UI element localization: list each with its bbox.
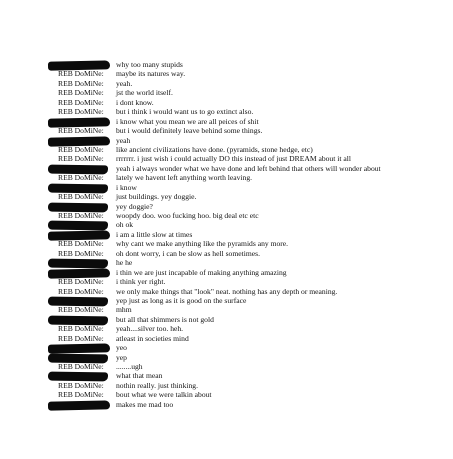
speaker-name: REB DoMiNe: — [58, 324, 104, 334]
chat-line — [0, 173, 453, 182]
speaker-name: REB DoMiNe: — [58, 144, 104, 154]
speaker-name: REB DoMiNe: — [58, 305, 104, 315]
chat-line — [0, 381, 453, 390]
speaker-name: REB DoMiNe: — [58, 107, 104, 117]
speaker-name: REB DoMiNe: — [58, 97, 104, 107]
chat-line — [0, 60, 453, 69]
chat-message: yep — [116, 352, 127, 362]
chat-message: what that mean — [116, 371, 163, 381]
chat-message: nothin really. just thinking. — [116, 380, 198, 390]
chat-message: rrrrrrr. i just wish i could actually DO this instead of just DREAM about it all — [116, 154, 351, 164]
speaker-name: REB DoMiNe: — [58, 239, 104, 249]
chat-line — [0, 239, 453, 248]
speaker-name: REB DoMiNe: — [58, 69, 104, 79]
chat-message: yeah....silver too. heh. — [116, 324, 184, 334]
chat-message: jst the world itself. — [116, 88, 173, 98]
chat-line — [0, 192, 453, 201]
chat-line — [0, 220, 453, 229]
chat-message: we only make things that "look" neat. nothing has any depth or meaning. — [116, 286, 338, 296]
chat-message: i think yer right. — [116, 277, 166, 287]
chat-line — [0, 183, 453, 192]
speaker-name: REB DoMiNe: — [58, 248, 104, 258]
chat-message: yey doggie? — [116, 201, 153, 211]
chat-line — [0, 334, 453, 343]
speaker-name: REB DoMiNe: — [58, 192, 104, 202]
chat-message: yeah. — [116, 78, 133, 88]
chat-line — [0, 117, 453, 126]
chat-line — [0, 211, 453, 220]
chat-message: i am a little slow at times — [116, 229, 193, 239]
chat-message: why too many stupids — [116, 60, 183, 69]
chat-line — [0, 277, 453, 286]
speaker-name: REB DoMiNe: — [58, 277, 104, 287]
chat-line — [0, 249, 453, 258]
chat-line — [0, 390, 453, 399]
chat-line — [0, 79, 453, 88]
chat-line — [0, 230, 453, 239]
speaker-name: REB DoMiNe: — [58, 126, 104, 136]
chat-line — [0, 202, 453, 211]
speaker-name: REB DoMiNe: — [58, 88, 104, 98]
chat-line — [0, 126, 453, 135]
chat-message: why cant we make anything like the pyramids any more. — [116, 239, 289, 249]
speaker-name: REB DoMiNe: — [58, 390, 104, 400]
speaker-name: REB DoMiNe: — [58, 154, 104, 164]
chat-message: maybe its natures way. — [116, 69, 186, 79]
chat-line — [0, 69, 453, 78]
chat-message: but i think i would want us to go extinct also. — [116, 107, 254, 117]
chat-line — [0, 154, 453, 163]
speaker-name: REB DoMiNe: — [58, 78, 104, 88]
speaker-name: REB DoMiNe: — [58, 286, 104, 296]
chat-message: i dont know. — [116, 97, 154, 107]
chat-line — [0, 315, 453, 324]
chat-message: ........ugh — [116, 362, 143, 371]
chat-message: just buildings. yey doggie. — [116, 192, 197, 202]
chat-line — [0, 287, 453, 296]
speaker-name: REB DoMiNe: — [58, 173, 104, 183]
chat-line — [0, 258, 453, 267]
chat-line — [0, 136, 453, 145]
chat-line — [0, 343, 453, 352]
chat-line — [0, 164, 453, 173]
chat-line — [0, 353, 453, 362]
chat-message: i know what you mean we are all peices of shit — [116, 116, 259, 126]
chat-line — [0, 107, 453, 116]
chat-log — [0, 60, 453, 409]
chat-line — [0, 362, 453, 371]
speaker-name: REB DoMiNe: — [58, 211, 104, 220]
chat-line — [0, 305, 453, 314]
chat-message: bout what we were talkin about — [116, 390, 212, 400]
chat-line — [0, 145, 453, 154]
chat-line — [0, 88, 453, 97]
chat-message: makes me mad too — [116, 399, 174, 409]
speaker-name: REB DoMiNe: — [58, 380, 104, 390]
speaker-name: REB DoMiNe: — [58, 362, 104, 371]
chat-line — [0, 98, 453, 107]
chat-line — [0, 400, 453, 409]
chat-message: yeo — [116, 343, 127, 353]
chat-message: oh dont worry, i can be slow as hell sometimes. — [116, 248, 260, 258]
chat-message: yeah i always wonder what we have done and left behind that others will wonder about — [116, 163, 381, 173]
chat-message: but all that shimmers is not gold — [116, 314, 214, 324]
chat-line — [0, 268, 453, 277]
chat-message: yep just as long as it is good on the surface — [116, 295, 247, 305]
chat-message: i thin we are just incapable of making anything amazing — [116, 267, 287, 277]
chat-message: but i would definitely leave behind some things. — [116, 126, 263, 136]
chat-message: woopdy doo. woo fucking hoo. big deal etc etc — [116, 211, 259, 220]
chat-line — [0, 371, 453, 380]
chat-line — [0, 324, 453, 333]
redacted-speaker-bar — [48, 400, 110, 410]
chat-message: like ancient civilizations have done. (pyramids, stone hedge, etc) — [116, 144, 313, 154]
chat-message: lately we havent left anything worth leaving. — [116, 173, 253, 183]
chat-message: oh ok — [116, 220, 134, 230]
chat-message: i know — [116, 182, 137, 192]
chat-message: yeah — [116, 135, 131, 145]
chat-message: mhm — [116, 305, 132, 315]
chat-message: atleast in societies mind — [116, 333, 189, 343]
speaker-name: REB DoMiNe: — [58, 333, 104, 343]
chat-line — [0, 296, 453, 305]
chat-message: he he — [116, 258, 133, 268]
